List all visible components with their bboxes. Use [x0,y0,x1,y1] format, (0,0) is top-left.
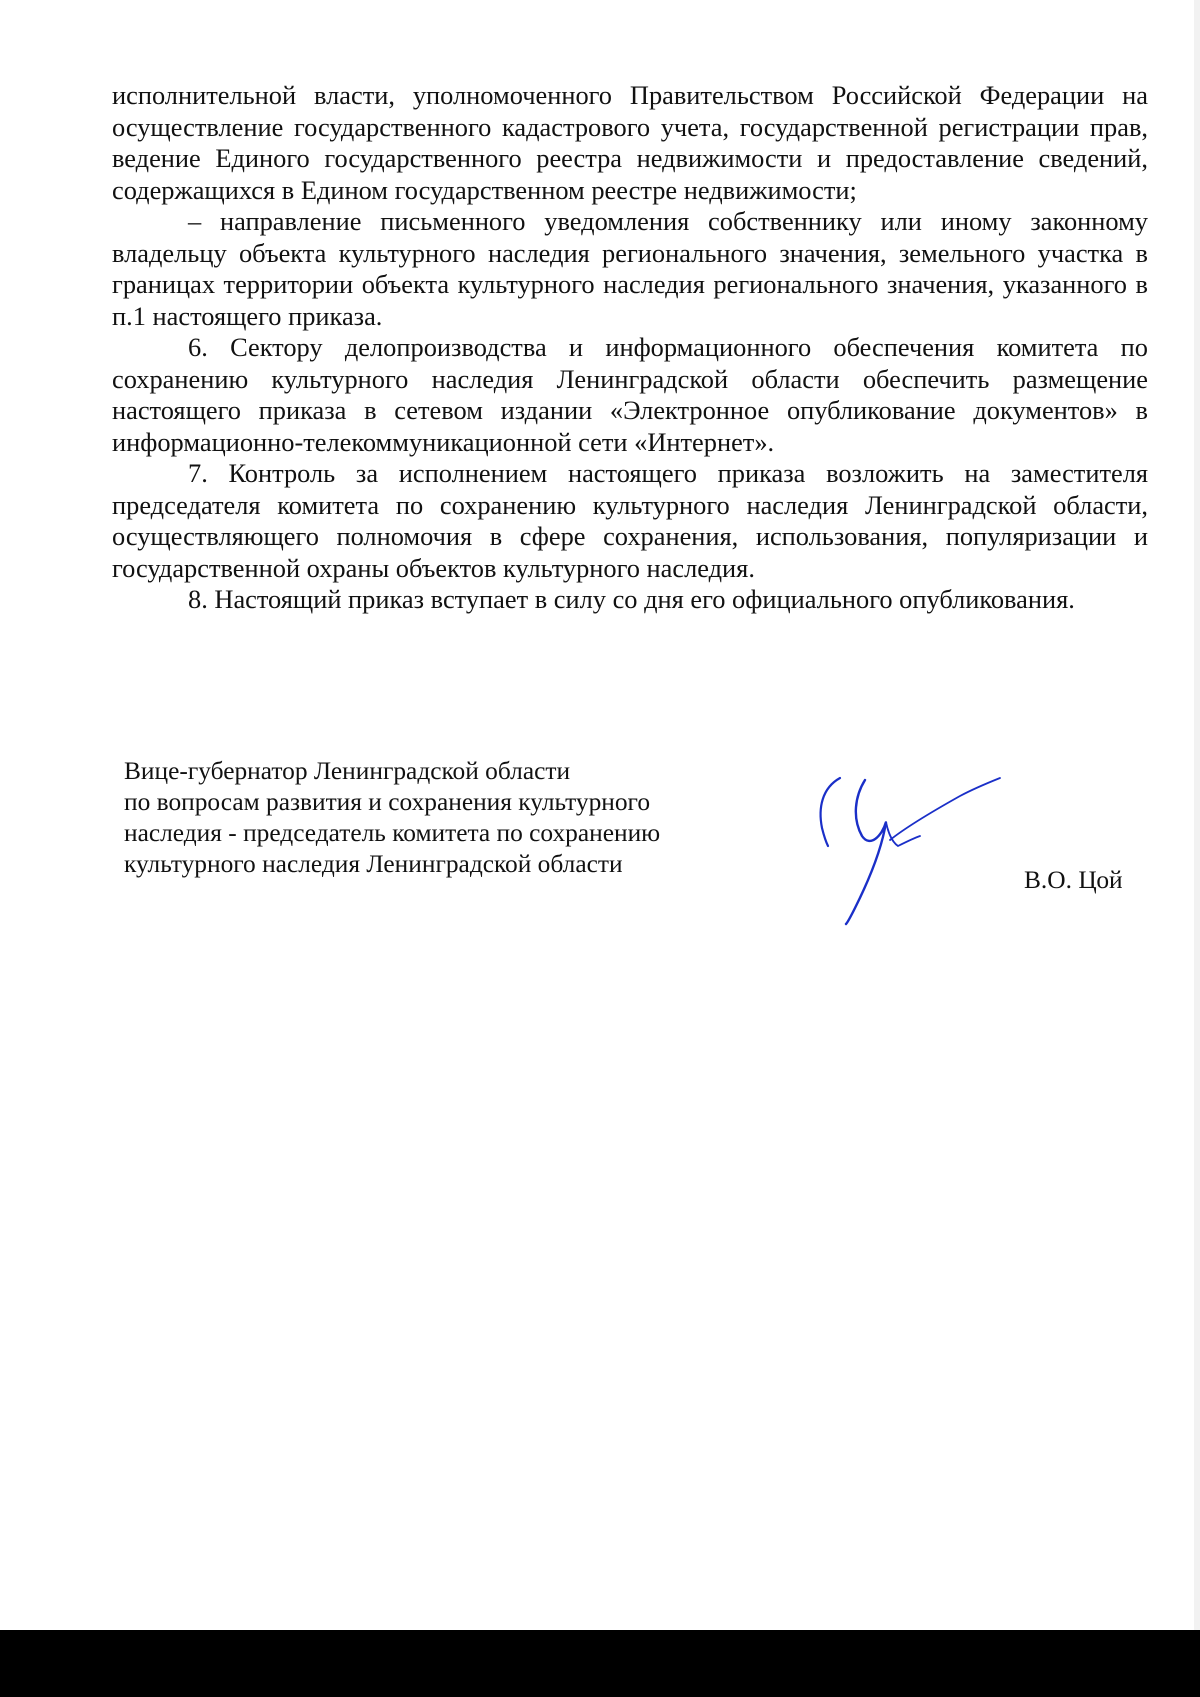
scan-bottom-border [0,1630,1200,1697]
document-body [112,80,1148,616]
paragraph-notification: – направление письменного уведомления собственнику или иному законному владельцу объекта культурного наследия регионального значения, земельного участка в границах территории объекта культурного наследия регионального значения, указанного в п.1 настоящего приказа. [112,206,1148,331]
signatory-position-line: по вопросам развития и сохранения культурного [124,788,651,816]
signature-stroke [890,778,1000,840]
scan-edge [1194,0,1200,1630]
paragraph-item-7: 7. Контроль за исполнением настоящего приказа возложить на заместителя председателя комитета по сохранению культурного наследия Ленинградской области, осуществляющего полномочия в сфере сохранения, использования, популяризации и государственной охраны объектов культурного наследия. [112,458,1148,583]
paragraph-item-6: 6. Сектору делопроизводства и информационного обеспечения комитета по сохранению культурного наследия Ленинградской области обеспечить размещение настоящего приказа в сетевом издании «Электронное опубликование документов» в информационно-телекоммуникационной сети «Интернет». [112,332,1148,457]
signatory-position-line: Вице-губернатор Ленинградской области [124,757,571,785]
signature-stroke [846,780,886,924]
paragraph-item-8: 8. Настоящий приказ вступает в силу со дня его официального опубликования. [188,584,1075,614]
signatory-name: В.О. Цой [1024,866,1123,894]
signatory-position-line: культурного наследия Ленинградской области [124,850,623,878]
signature-stroke [821,778,840,846]
handwritten-signature [810,758,1010,938]
signatory-position [124,756,764,880]
signatory-position-line: наследия - председатель комитета по сохранению [124,819,661,847]
signature-stroke [886,822,920,846]
paragraph-continuation: исполнительной власти, уполномоченного Правительством Российской Федерации на осуществление государственного кадастрового учета, государственной регистрации прав, ведение Единого государственного реестра недвижимости и предоставление сведений, содержащихся в Едином государственном реестре недвижимости; [112,80,1148,205]
